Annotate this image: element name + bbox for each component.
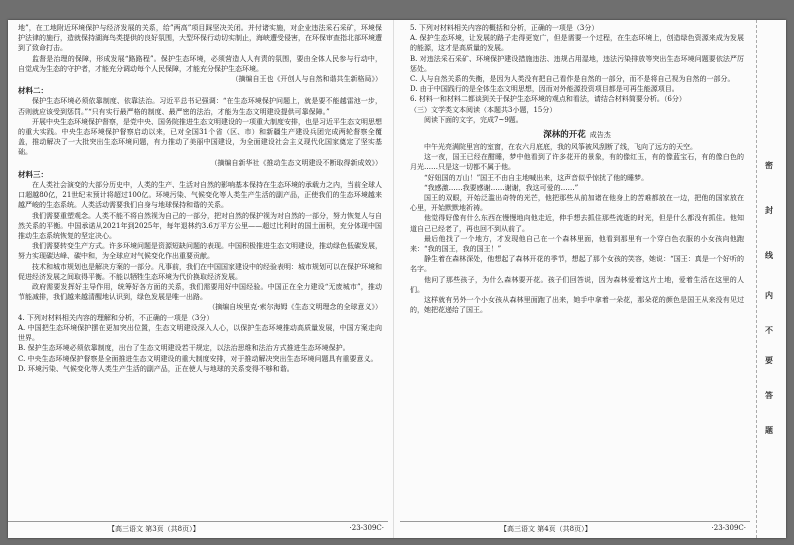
option: D. 由于中国践行的是全体生态文明思想，因而对外能源投资项目都是可再生能源项目。: [410, 85, 679, 94]
page-4: [400, 20, 750, 538]
story-paragraph: 他觉得好像有什么东西在慢慢地向他走近，伸手想去抓住那些流逝的时光，但是什么都没有抓住。他知道自己已经老了，再也回不到从前了。: [410, 214, 744, 233]
margin-char: 密: [765, 160, 773, 170]
paragraph: 技术和城市规划也是解决方案的一部分。凡事前，我们在中国国家建设中的经验表明：城市规划可以在保护环境和促进经济发展之间取得平衡。不能以牺牲生态环境为代价换取经济发展。: [18, 262, 382, 281]
section-heading: （三）文学类文本阅读（本题共3小题，15分）: [410, 105, 557, 114]
paragraph: 监督是治理的保障，形成发展“路路程”。保护生态环境，必须营造人人有责的氛围，要由全体人民参与行动中，自觉成为生态的守护者，才能充分调动每个人民保障，才能充分保护生态环境。: [18, 54, 382, 73]
page-footer: [400, 521, 750, 534]
page-footer: [8, 521, 388, 534]
paragraph: 政府需要发挥好主导作用，统筹好各方面的关系，我们需要用好中国经验。中国正在全力建设“无废城市”，推动节能减排，我们越来越清醒地认识到，绿色发展是唯一出路。: [18, 283, 382, 302]
material-heading: 材料三：: [18, 169, 48, 179]
footer-code: ·23-309C·: [711, 524, 746, 532]
section-instruction: 阅读下面的文字，完成7~9题。: [424, 115, 523, 124]
option: A. 保护生态环境，让发展的路子走得更宽广，但是需要一个过程，在生态环境上，创造绿色资源来成为发展的能源，这才是高质量的发展。: [410, 34, 744, 53]
exam-sheet: [8, 20, 786, 538]
margin-char: 要: [765, 355, 773, 365]
option: C. 人与自然关系的失衡，是因为人类没有把自己看作是自然的一部分，而不是将自己视为自然的一部分。: [410, 75, 735, 84]
page-4-text: [410, 23, 744, 315]
story-title: [410, 128, 744, 140]
footer-code: ·23-309C·: [349, 524, 384, 532]
footer-page-label: 【高三语文 第4页（共8页）】: [500, 525, 592, 533]
margin-char: 题: [765, 425, 773, 435]
paragraph: 在人类社会演变的大部分历史中，人类的生产、生活对自然的影响基本保持在生态环境的承载力之内，当前全球人口超越80亿，21世纪末预计将超过100亿。环境污染、气候变化等人类生产生活的副产品，正使我们的生态环境越来越严峻的生态系统。人类活动需要我们自身与地球保持和谐的关系。: [18, 181, 382, 210]
source-note: （摘编自新华社《推动生态文明建设不断取得新成效》）: [210, 158, 382, 167]
paragraph: 地”，在工地附近环境保护与经济发展的关系，给”两高”项目踩坚决关闭。并付诸实施，对企业违法采石采矿，环境保护法律的施行，造就保持湖海鸟类提供的良好氛围，大型环保行动切实制止，海峡遭受侵害，在环保审查指北部环境遭到了致命打击。: [18, 24, 382, 53]
seal-margin: [756, 20, 786, 538]
story-author: 成告杰: [589, 131, 611, 140]
paragraph: 保护生态环境必须依靠制度、依靠法治。习近平总书记强调：“在生态环境保护问题上，就是要不能越雷池一步，否则就应该受到惩罚。”“只有实行最严格的制度、最严密的法治，才能为生态文明建设提供可靠保障。”: [18, 97, 382, 116]
page-3: [8, 20, 388, 538]
paragraph: 开展中央生态环境保护督察，是党中央、国务院推进生态文明建设的一项重大制度安排，也是习近平生态文明思想的重大实践。中央生态环境保护督察启动以来，已对全国31个省（区、市）和新疆生产建设兵团完成两轮督察全覆盖，推动解决了一大批突出生态环境问题，有力推动了美丽中国建设，为全面建设社会主义现代化国家奠定了坚实基础。: [18, 117, 382, 157]
story-paragraph: 中午光亮满院里宫的室窗，在农六月底底，我的风筝被风刮断了线，飞向了远方的天空。: [424, 143, 697, 152]
option: B. 保护生态环境必须依靠制度，出台了生态文明建设若干规定，以法治思维和法治方式推进生态环境保护。: [18, 344, 350, 353]
question-4: 4. 下列对材料相关内容的理解和分析，不正确的一项是（3分）: [18, 313, 214, 322]
margin-char: 线: [765, 250, 773, 260]
margin-char: 封: [765, 205, 773, 215]
question-5: 5. 下列对材料相关内容的概括和分析，正确的一项是（3分）: [410, 24, 599, 32]
footer-page-label: 【高三语文 第3页（共8页）】: [108, 525, 200, 533]
paragraph: 我们需要重塑观念。人类不能不将自然视为自己的一部分，把对自然的保护视为对自然的一部分，努力恢复人与自然关系的平衡。中国承诺从2021年到2025年，每年退林约3.6万平方公里——超过比利时的国土面积，充分体现中国推动生态系统恢复的坚定决心。: [18, 211, 382, 241]
option: B. 对违法采石采矿、环境保护建设措施违法、违规占用湿地，违法污染排放等突出生态环境问题要依法严厉惩处。: [410, 54, 744, 73]
page-fold: [393, 20, 394, 538]
source-note: （摘编自埃里克·索尔海姆《生态文明理念的全球意义》）: [208, 303, 382, 312]
material-heading: 材料二：: [18, 86, 48, 96]
margin-char: 答: [765, 390, 773, 400]
margin-char: 内: [765, 290, 773, 300]
option: C. 中央生态环境保护督察是全面推进生态文明建设的重大制度安排，对于推动解决突出生态环境问题具有重要意义。: [18, 354, 378, 363]
story-title-text: 深林的开花: [543, 130, 586, 141]
story-paragraph: 他问了那些孩子，为什么森林要开花。孩子们回答说，因为森林爱着这片土地，爱着生活在这里的人们。: [410, 275, 744, 294]
story-paragraph: 这样就有另外一个小女孩从森林里面跑了出来，她手中拿着一朵花，那朵花的颜色是国王从来没有见过的，她把花递给了国王。: [410, 296, 744, 315]
story-paragraph: “好妞国的万山！”国王不由自主地喊出来，这声音似乎惊扰了他的睡梦。: [424, 173, 649, 182]
option: A. 中国把生态环境保护摆在更加突出位置，生态文明建设深入人心，以保护生态环境推动高质量发展，中国方案走向世界。: [18, 323, 382, 343]
story-paragraph: 这一夜，国王已经在酣睡，梦中他看到了许多花开的景象，有的像红玉，有的像蓝宝石，有的像白色的月光……只是这一切都不属于他。: [410, 153, 744, 172]
story-paragraph: 最后他找了一个地方，才发现他自己在一个森林里面，他看到那里有一个穿白色衣服的小女孩向他跑来：“我的国王，我的国王！”: [410, 234, 744, 254]
option: D. 环境污染、气候变化等人类生产生活的副产品，正在使人与地球的关系变得不够和谐。: [18, 364, 294, 373]
source-note: （摘编自王也《开创人与自然和谐共生新格局》）: [231, 75, 382, 84]
margin-char: 不: [765, 325, 773, 335]
story-paragraph: “我感激……我要感谢……谢谢，我这可爱的……”: [424, 183, 579, 192]
question-6: 6. 材料一和材料二都谈到关于保护生态环境的观点和看法，请结合材料简要分析。（6分）: [410, 95, 686, 104]
story-paragraph: 国王的双眼，开始泛滥出奇特的光芒，他把那些从前加诸在他身上的苦难都放在一边，把他的国家放在心里，开始默默地祈祷。: [410, 194, 744, 213]
paragraph: 我们需要转变生产方式。许多环境问题是资源短缺问题的表现。中国积极推进生态文明建设，推动绿色低碳发展，努力实现碳达峰、碳中和，为全球应对气候变化作出重要贡献。: [18, 242, 382, 261]
page-3-text: [18, 23, 382, 374]
story-paragraph: 静生着在森林深处，他想起了森林开花的季节，想起了那个女孩的笑容，她说：“国王：真是一个好听的名字。: [410, 255, 744, 274]
